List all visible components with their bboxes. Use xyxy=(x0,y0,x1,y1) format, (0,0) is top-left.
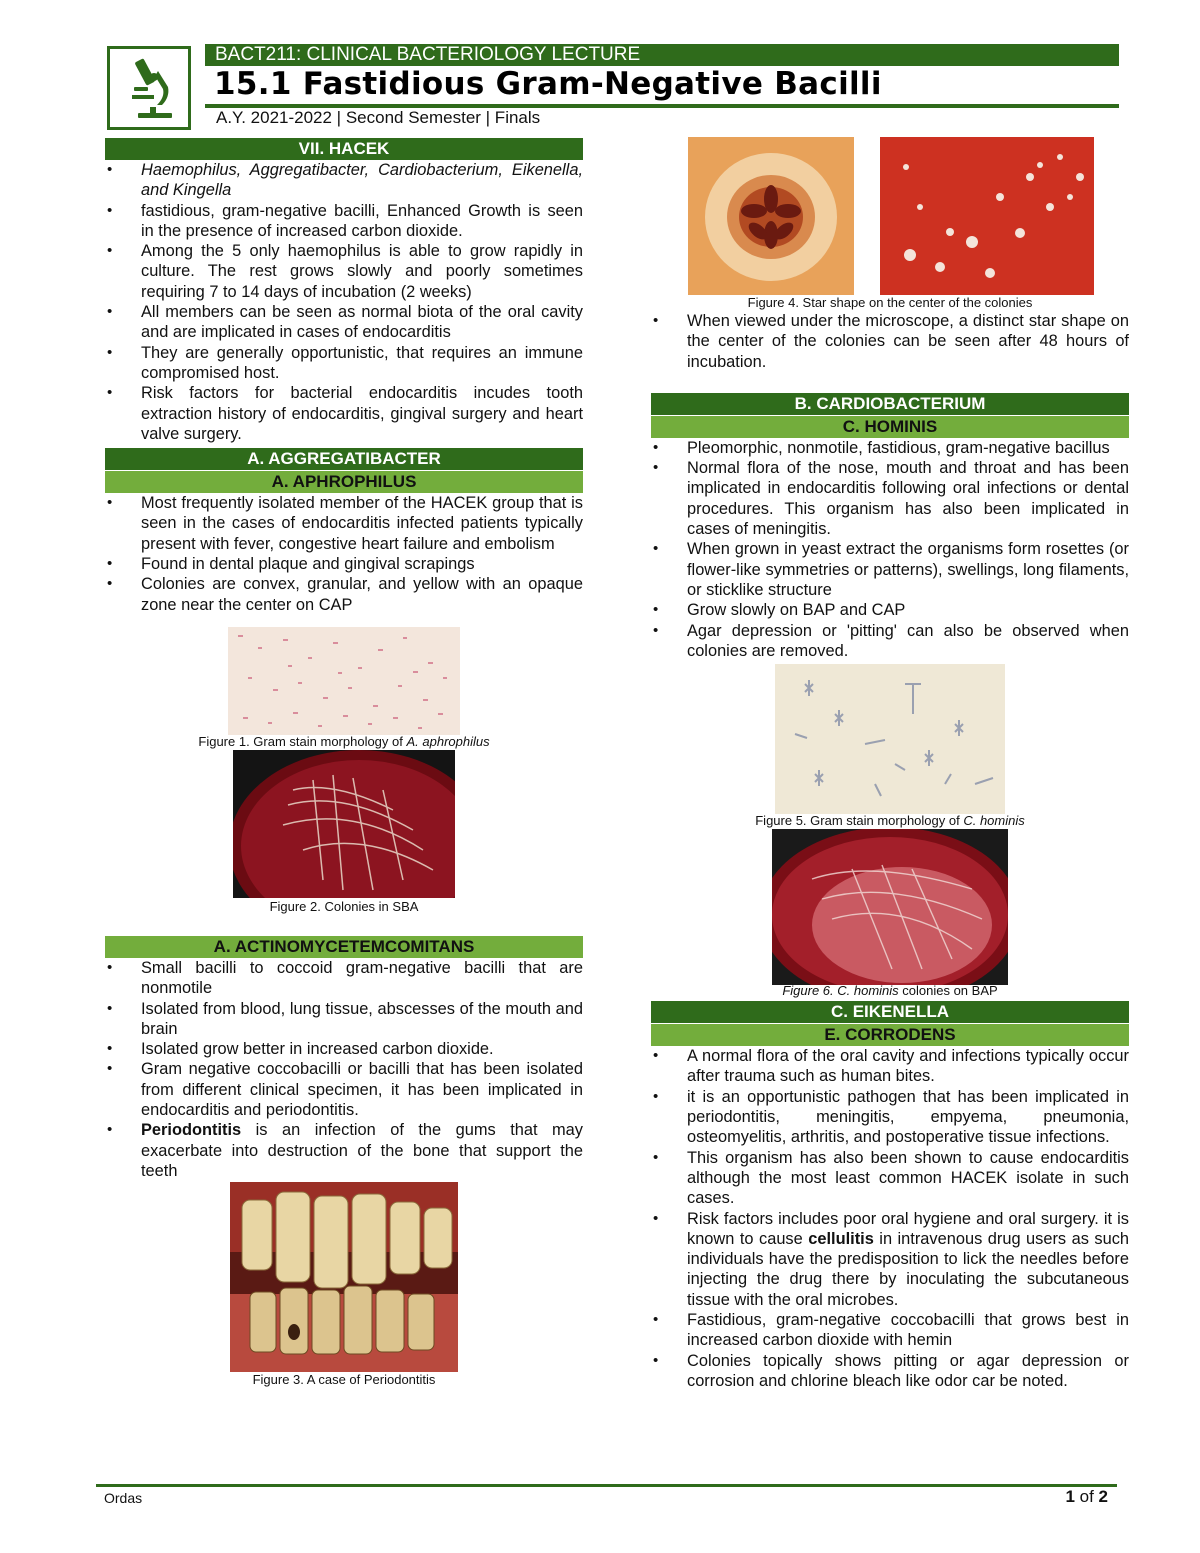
figure-4-row xyxy=(651,137,1129,295)
list-item: • Among the 5 only haemophilus is able to grow rapidly in culture. The rest grows slowly and poorly sometimes requiring 7 to 14 days of incubation (2 weeks) xyxy=(105,241,583,302)
list-item: • Grow slowly on BAP and CAP xyxy=(651,600,1129,620)
list-item: • Gram negative coccobacilli or bacilli that has been isolated from different clinical specimen, it has been implicated in endocarditis and periodontitis. xyxy=(105,1059,583,1120)
section-heading-eikenella: C. EIKENELLA xyxy=(651,1001,1129,1023)
list-item-text: in intravenous drug users as such individuals have the predisposition to lick the needles before injecting the drug there by inoculating the subcutaneous tissue with the oral microbes. xyxy=(687,1229,1130,1309)
gram-stain-hominis-image xyxy=(775,664,1005,814)
figure-1-caption xyxy=(105,734,583,750)
caption-species: Figure 6. C. hominis xyxy=(782,983,899,999)
page-title: 15.1 Fastidious Gram-Negative Bacilli xyxy=(214,66,882,102)
caption-species: A. aphrophilus xyxy=(406,733,490,749)
list-item-text: is an infection of the gums that may exacerbate into destruction of the bone that support the teeth xyxy=(141,1121,583,1180)
list-item xyxy=(651,1209,1129,1310)
right-column xyxy=(651,137,1129,1391)
course-logo xyxy=(107,46,191,130)
list-item xyxy=(105,1120,583,1181)
subsection-heading-hominis: C. HOMINIS xyxy=(651,416,1129,438)
aphrophilus-list xyxy=(105,493,583,615)
figure-6-caption xyxy=(651,983,1129,999)
list-item: • Agar depression or 'pitting' can also be observed when colonies are removed. xyxy=(651,621,1129,662)
page-subtitle: A.Y. 2021-2022 | Second Semester | Finals xyxy=(216,108,541,127)
list-item: • A normal flora of the oral cavity and infections typically occur after trauma such as human bites. xyxy=(651,1046,1129,1087)
page-current: 1 xyxy=(1065,1487,1075,1506)
actinomycetemcomitans-list xyxy=(105,958,583,1181)
bap-hominis-colonies-image xyxy=(772,829,1008,985)
list-item: • Colonies topically shows pitting or agar depression or corrosion and chlorine bleach like odor car be noted. xyxy=(651,1351,1129,1392)
list-item: • Small bacilli to coccoid gram-negative bacilli that are nonmotile xyxy=(105,958,583,999)
page-of: of xyxy=(1074,1487,1099,1506)
list-item: • Risk factors for bacterial endocarditis incudes tooth extraction history of endocarditis, gingival surgery and heart valve surgery. xyxy=(105,383,583,444)
corrodens-list xyxy=(651,1046,1129,1391)
figure-4-caption: Figure 4. Star shape on the center of the colonies xyxy=(747,295,1033,310)
star-colony-image xyxy=(688,137,854,295)
list-item: • Fastidious, gram-negative coccobacilli that grows best in increased carbon dioxide with hemin xyxy=(651,1310,1129,1351)
list-item: • Most frequently isolated member of the HACEK group that is seen in the cases of endocarditis infected patients typically present with fever, congestive heart failure and embolism xyxy=(105,493,583,554)
caption-text: colonies on BAP xyxy=(898,983,998,999)
periodontitis-image xyxy=(230,1182,458,1372)
figure-2-caption: Figure 2. Colonies in SBA xyxy=(269,898,419,914)
term-cellulitis: cellulitis xyxy=(808,1229,874,1248)
sba-colonies-image xyxy=(233,750,455,898)
list-item: • This organism has also been shown to cause endocarditis although the most least common HACEK isolate in such cases. xyxy=(651,1148,1129,1209)
list-item: • Normal flora of the nose, mouth and throat and has been implicated in endocarditis following oral infections or dental procedures. This organism has also been implicated in cases of meningitis. xyxy=(651,458,1129,539)
page-number xyxy=(1030,1487,1108,1507)
footer-author: Ordas xyxy=(104,1490,143,1506)
list-item xyxy=(105,160,583,201)
list-item: • All members can be seen as normal biota of the oral cavity and are implicated in cases of endocarditis xyxy=(105,302,583,343)
list-item: • Isolated from blood, lung tissue, abscesses of the mouth and brain xyxy=(105,999,583,1040)
list-item: • Colonies are convex, granular, and yellow with an opaque zone near the center on CAP xyxy=(105,574,583,615)
list-item: • Pleomorphic, nonmotile, fastidious, gram-negative bacillus xyxy=(651,438,1129,458)
hominis-list xyxy=(651,438,1129,661)
footer-divider xyxy=(96,1484,1117,1487)
figure-5-caption xyxy=(651,813,1129,829)
caption-species: C. hominis xyxy=(963,813,1025,829)
microscope-icon xyxy=(110,49,188,127)
list-item: • fastidious, gram-negative bacilli, Enhanced Growth is seen in the presence of increased carbon dioxide. xyxy=(105,201,583,242)
section-heading-hacek: VII. HACEK xyxy=(105,138,583,160)
left-column xyxy=(105,138,583,1388)
section-heading-cardiobacterium: B. CARDIOBACTERIUM xyxy=(651,393,1129,415)
subsection-heading-corrodens: E. CORRODENS xyxy=(651,1024,1129,1046)
subsection-heading-aphrophilus: A. APHROPHILUS xyxy=(105,471,583,493)
caption-text: Figure 1. Gram stain morphology of xyxy=(198,733,407,749)
list-item: • Isolated grow better in increased carbon dioxide. xyxy=(105,1039,583,1059)
list-item: • it is an opportunistic pathogen that has been implicated in periodontitis, meningitis, empyema, pneumonia, osteomyelitis, arthritis, and postoperative tissue infections. xyxy=(651,1087,1129,1148)
list-item-text: Risk factors includes poor oral hygiene and oral surgery. it is known to cause xyxy=(687,1209,1129,1248)
list-item: • Found in dental plaque and gingival scrapings xyxy=(105,554,583,574)
figure-3-caption: Figure 3. A case of Periodontitis xyxy=(252,1372,436,1388)
list-item: • They are generally opportunistic, that requires an immune compromised host. xyxy=(105,343,583,384)
caption-text: Figure 5. Gram stain morphology of xyxy=(755,813,964,829)
list-item-text: Haemophilus, Aggregatibacter, Cardiobacterium, Eikenella, and Kingella xyxy=(141,161,583,200)
section-heading-aggregatibacter: A. AGGREGATIBACTER xyxy=(105,448,583,470)
subsection-heading-actinomycetemcomitans: A. ACTINOMYCETEMCOMITANS xyxy=(105,936,583,958)
list-item: • When viewed under the microscope, a distinct star shape on the center of the colonies can be seen after 48 hours of incubation. xyxy=(651,311,1129,372)
page-total: 2 xyxy=(1098,1487,1108,1506)
course-banner: BACT211: CLINICAL BACTERIOLOGY LECTURE xyxy=(205,44,1119,66)
red-agar-colonies-image xyxy=(880,137,1094,295)
gram-stain-aphrophilus-image xyxy=(228,627,460,735)
term-periodontitis: Periodontitis xyxy=(141,1121,242,1140)
star-shape-list xyxy=(651,311,1129,372)
hacek-list xyxy=(105,160,583,444)
list-item: • When grown in yeast extract the organisms form rosettes (or flower-like symmetries or patterns), swellings, long filaments, or sticklike structure xyxy=(651,539,1129,600)
